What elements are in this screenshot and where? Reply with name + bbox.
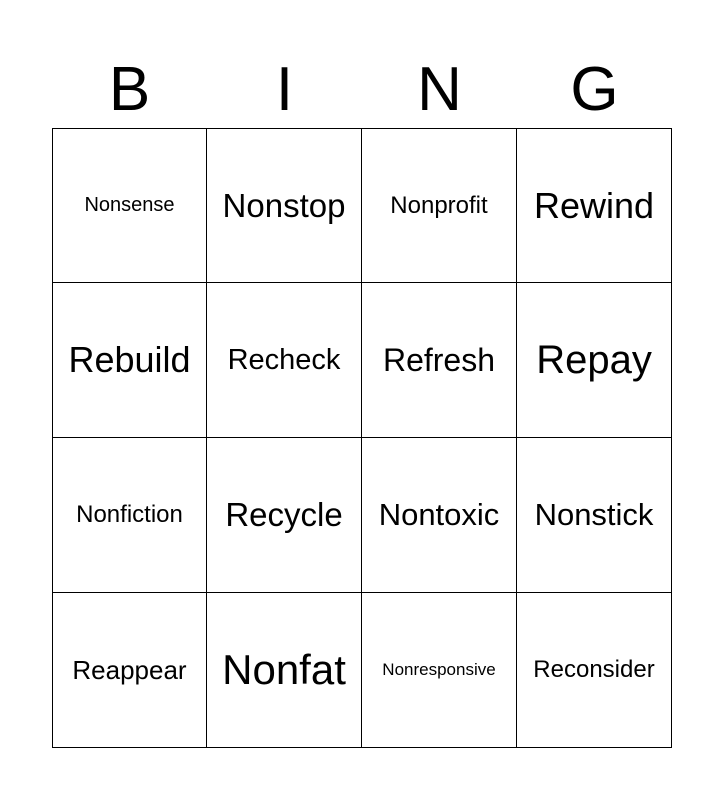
bingo-cell[interactable]: Nonfat (207, 593, 362, 748)
bingo-cell[interactable]: Rebuild (52, 283, 207, 438)
bingo-cell[interactable]: Reconsider (517, 593, 672, 748)
header-letter-n: N (417, 55, 462, 124)
bingo-cell[interactable]: Refresh (362, 283, 517, 438)
bingo-cell[interactable]: Nonstick (517, 438, 672, 593)
bingo-cell[interactable]: Nonresponsive (362, 593, 517, 748)
bingo-cell[interactable]: Recheck (207, 283, 362, 438)
bingo-board (52, 128, 672, 748)
bingo-cell[interactable]: Repay (517, 283, 672, 438)
bingo-cell[interactable]: Nonprofit (362, 128, 517, 283)
bingo-cell[interactable]: Nonfiction (52, 438, 207, 593)
bingo-cell[interactable]: Nonstop (207, 128, 362, 283)
header-letter-g: G (570, 55, 619, 124)
bingo-cell[interactable]: Nonsense (52, 128, 207, 283)
header-letter-b: B (108, 55, 151, 124)
header-letter-i: I (275, 55, 294, 124)
bingo-cell[interactable]: Reappear (52, 593, 207, 748)
bingo-cell[interactable]: Rewind (517, 128, 672, 283)
bingo-cell[interactable]: Nontoxic (362, 438, 517, 593)
bingo-cell[interactable]: Recycle (207, 438, 362, 593)
bingo-header (52, 52, 672, 128)
